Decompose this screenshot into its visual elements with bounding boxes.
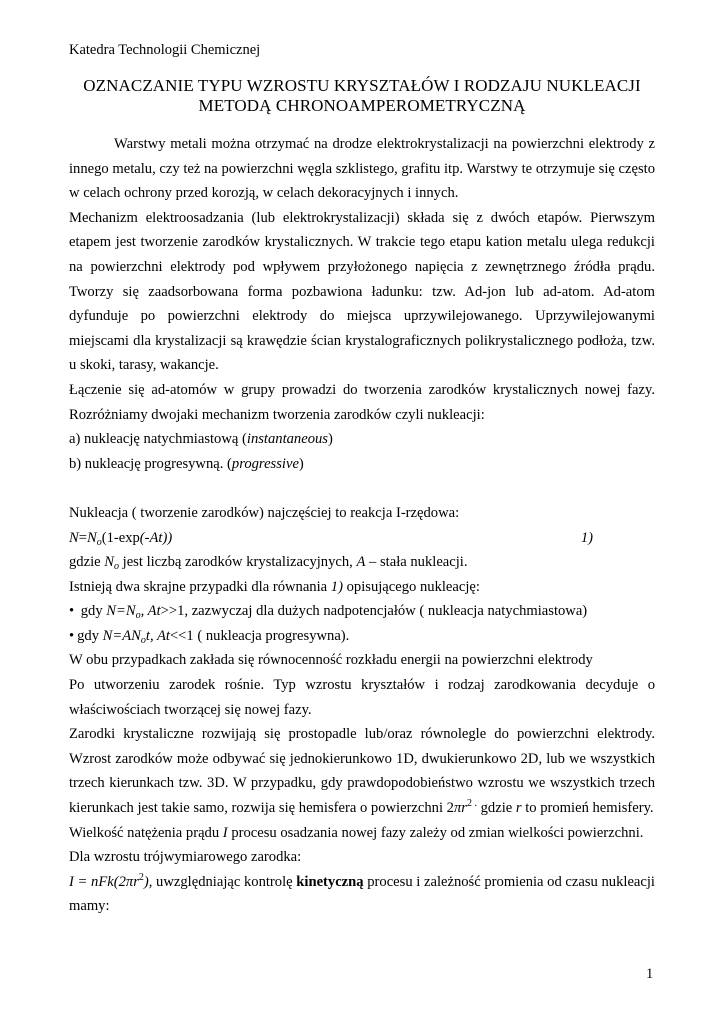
- bullet1-subscript: o: [135, 610, 141, 622]
- kinetic-bold-term: kinetyczną: [296, 873, 364, 890]
- paragraph-3d: Dla wzrostu trójwymiarowego zarodka:: [69, 849, 302, 866]
- paragraph-nucleation: Nukleacja ( tworzenie zarodków) najczęściej to reakcja I-rzędowa:: [69, 504, 460, 521]
- bullet-progressive: [69, 624, 655, 649]
- current-symbol-i: I: [222, 824, 228, 841]
- page-number: 1: [646, 966, 654, 982]
- paragraph-directions: [69, 722, 655, 820]
- cases-prefix: Istnieją dwa skrajne przypadki dla równania: [69, 578, 331, 595]
- paragraph-current: [69, 821, 655, 846]
- eq-exp: (1-exp: [101, 529, 140, 546]
- bullet-icon: •: [69, 627, 75, 644]
- directions-text: Zarodki krystaliczne rozwijają się prostopadle lub/oraz równolegle do powierzchni elektrody. Wzrost zarodków może odbywać się jednokierunkowo 1D, dwukierunkowo 2D, lub we wszystkich trzech kierunkach tzw. 3D. W przypadku, gdy prawdopodobieństwo wzrostu we wszystkich trzech kierunkach jest takie samo, rozwija się hemisfera o powierzchni 2: [69, 726, 655, 817]
- where-prefix: gdzie: [69, 554, 105, 571]
- paragraph-assumption: W obu przypadkach zakłada się równocenność rozkładu energii na powierzchni elektrody: [69, 652, 593, 669]
- list-item-a-close: ): [327, 431, 333, 448]
- bullet2-formula-a: N=AN: [102, 627, 141, 644]
- paragraph-intro: Warstwy metali można otrzymać na drodze elektrokrystalizacji na powierzchni elektrody z innego metalu, czy też na powierzchni węgla szklistego, grafitu itp. Warstwy te otrzymuje się często w celach ochrony przed korozją, w celach dekoracyjnych i innych.: [69, 136, 655, 202]
- kinetic-r: r: [133, 873, 139, 890]
- paragraph-where: [69, 550, 655, 575]
- paragraph-adatoms: Łączenie się ad-atomów w grupy prowadzi do tworzenia zarodków krystalicznych nowej fazy. Rozróżniamy dwojaki mechanizm tworzenia zarodków czyli nukleacji:: [69, 381, 655, 423]
- list-item-a-text: a) nukleację natychmiastową (: [69, 431, 247, 448]
- bullet1-text: >>1, zazwyczaj dla dużych nadpotencjałów ( nukleacja natychmiastowa): [160, 603, 588, 620]
- cases-equation-ref: 1): [330, 578, 343, 595]
- bullet2-text: <<1 ( nukleacja progresywna).: [169, 627, 350, 644]
- title-line-2: METODĄ CHRONOAMPEROMETRYCZNĄ: [198, 96, 526, 115]
- kinetic-suffix: procesu i zależność promienia od czasu nukleacji mamy:: [69, 873, 655, 915]
- list-item-b-term: progressive: [231, 455, 299, 472]
- current-prefix: Wielkość natężenia prądu: [69, 824, 223, 841]
- kinetic-pi: π: [125, 873, 134, 890]
- document-body: [69, 132, 655, 919]
- directions-mid: gdzie: [476, 800, 516, 817]
- directions-superscript: 2 .: [466, 798, 477, 810]
- bullet2-formula-b: t, At: [145, 627, 170, 644]
- list-item-b-close: ): [298, 455, 304, 472]
- cases-suffix: opisującego nukleację:: [342, 578, 480, 595]
- bullet1-formula-b: , At: [140, 603, 161, 620]
- bullet1-formula-a: N=N: [106, 603, 136, 620]
- directions-r: r: [461, 800, 467, 817]
- eq-subscript-o: o: [96, 536, 102, 548]
- blank-line: [69, 476, 655, 501]
- current-suffix: procesu osadzania nowej fazy zależy od zmian wielkości powierzchni.: [227, 824, 644, 841]
- list-item-b-text: b) nukleację progresywną. (: [69, 455, 232, 472]
- where-symbol-a: A: [356, 554, 366, 571]
- where-mid: jest liczbą zarodków krystalizacyjnych,: [119, 554, 357, 571]
- page-header: Katedra Technologii Chemicznej: [69, 42, 261, 58]
- equation-1: [69, 526, 655, 551]
- bullet2-subscript: o: [140, 634, 146, 646]
- directions-suffix: to promień hemisfery.: [521, 800, 654, 817]
- kinetic-superscript: 2: [138, 871, 144, 883]
- bullet2-prefix: gdy: [77, 627, 103, 644]
- list-item-b: [69, 452, 655, 477]
- document-title: [69, 76, 655, 116]
- bullet-icon: •: [69, 603, 75, 620]
- eq-symbol-n: N: [69, 529, 79, 546]
- kinetic-formula: I = nFk(2: [69, 873, 126, 890]
- eq-argument: (-At)): [139, 529, 173, 546]
- list-item-a: [69, 427, 655, 452]
- eq-symbol-n0: N: [86, 529, 97, 546]
- eq-equals: =: [78, 529, 87, 546]
- equation-1-formula: [69, 526, 172, 551]
- directions-r2: r: [515, 800, 522, 817]
- kinetic-mid: uwzględniając kontrolę: [152, 873, 297, 890]
- directions-pi: π: [453, 800, 462, 817]
- bullet1-prefix: gdy: [77, 603, 107, 620]
- paragraph-growth: Po utworzeniu zarodek rośnie. Typ wzrostu kryształów i rodzaj zarodkowania decyduje o właściwościach tworzącej się nowej fazy.: [69, 677, 655, 718]
- bullet-instantaneous: [69, 599, 655, 624]
- paragraph-cases: [69, 575, 655, 600]
- where-subscript: o: [114, 561, 119, 573]
- title-line-1: OZNACZANIE TYPU WZROSTU KRYSZTAŁÓW I RODZAJU NUKLEACJI: [83, 76, 641, 95]
- kinetic-close: ),: [143, 873, 153, 890]
- paragraph-mechanism: Mechanizm elektroosadzania (lub elektrokrystalizacji) składa się z dwóch etapów. Pierwszym etapem jest tworzenie zarodków krystalicznych. W trakcie tego etapu kation metalu ulega redukcji na powierzchni elektrody pod wpływem przyłożonego napięcia z zewnętrznego źródła prądu. Tworzy się zaadsorbowana forma pozbawiona ładunku: tzw. Ad-jon lub ad-atom. Ad-atom dyfunduje po powierzchni elektrody do miejsca uprzywilejowanego. Uprzywilejowanymi miejscami dla krystalizacji są krawędzie ścian krystalograficznych polikrystalicznego podłoża, tzw. u skoki, tarasy, wakancje.: [69, 209, 655, 374]
- equation-1-number: 1): [580, 529, 593, 546]
- where-suffix: – stała nukleacji.: [365, 554, 468, 571]
- list-item-a-term: instantaneous: [246, 431, 328, 448]
- where-symbol-n: N: [104, 554, 114, 571]
- paragraph-kinetic: [69, 870, 655, 919]
